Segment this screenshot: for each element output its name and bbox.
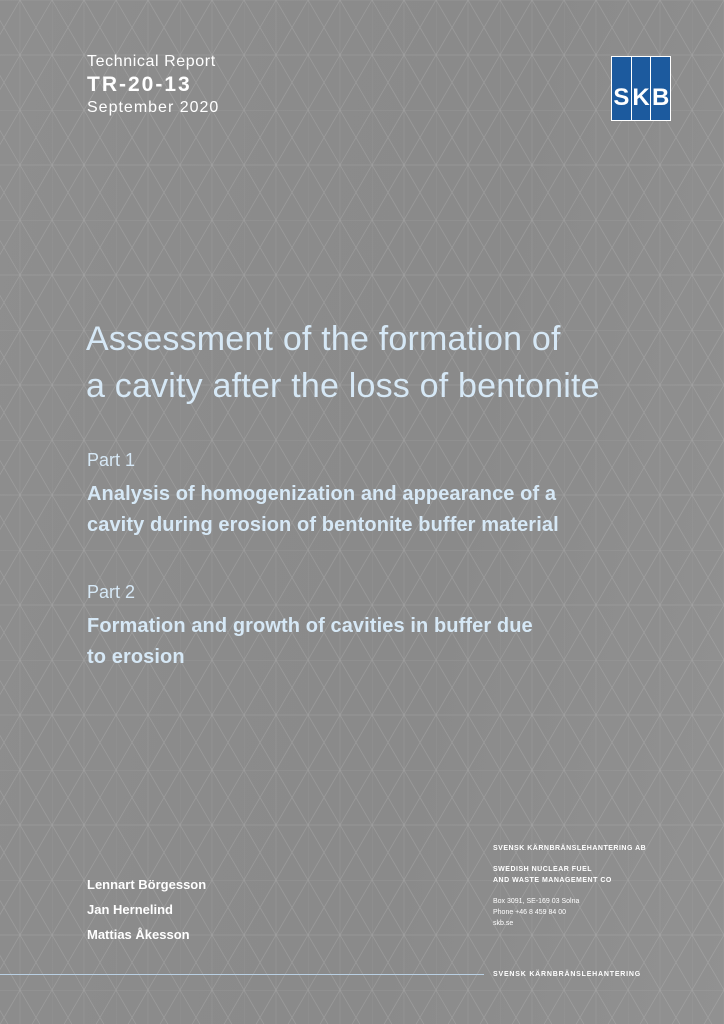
- company-name-swedish: SVENSK KÄRNBRÄNSLEHANTERING AB: [493, 845, 647, 852]
- part-2-title-line-2: to erosion: [87, 646, 185, 668]
- report-title-line-2: a cavity after the loss of bentonite: [86, 367, 600, 405]
- part-2-label: Part 2: [87, 582, 136, 602]
- author-list: [87, 872, 206, 947]
- report-title-line-1: Assessment of the formation of: [86, 320, 561, 358]
- report-number: TR-20-13: [87, 73, 192, 96]
- logo-letter-s: S: [613, 83, 630, 111]
- report-type: Technical Report: [87, 53, 216, 70]
- skb-logo: [611, 56, 671, 121]
- report-date: September 2020: [87, 99, 220, 116]
- part-1-label: Part 1: [87, 450, 136, 470]
- company-name-english-line-1: SWEDISH NUCLEAR FUEL: [493, 866, 593, 873]
- footer-company-name: SVENSK KÄRNBRÄNSLEHANTERING: [493, 971, 641, 978]
- company-info: [493, 843, 693, 929]
- report-title: [86, 316, 706, 410]
- company-website: skb.se: [493, 920, 514, 927]
- company-address: Box 3091, SE-169 03 Solna: [493, 898, 580, 905]
- part-2-title-line-1: Formation and growth of cavities in buffer due: [87, 615, 533, 637]
- footer-divider: [0, 974, 484, 975]
- part-2-title: [87, 611, 687, 673]
- logo-letter-k: K: [632, 83, 650, 111]
- part-1-title-line-1: Analysis of homogenization and appearance of a: [87, 483, 557, 505]
- author-name: Jan Hernelind: [87, 902, 173, 917]
- report-header: [87, 52, 387, 118]
- logo-letter-b: B: [652, 83, 670, 111]
- part-1-title-line-2: cavity during erosion of bentonite buffer material: [87, 514, 559, 536]
- author-name: Mattias Åkesson: [87, 927, 190, 942]
- part-1-title: [87, 479, 687, 541]
- author-name: Lennart Börgesson: [87, 877, 207, 892]
- company-name-english-line-2: AND WASTE MANAGEMENT CO: [493, 877, 612, 884]
- company-phone: Phone +46 8 459 84 00: [493, 909, 566, 916]
